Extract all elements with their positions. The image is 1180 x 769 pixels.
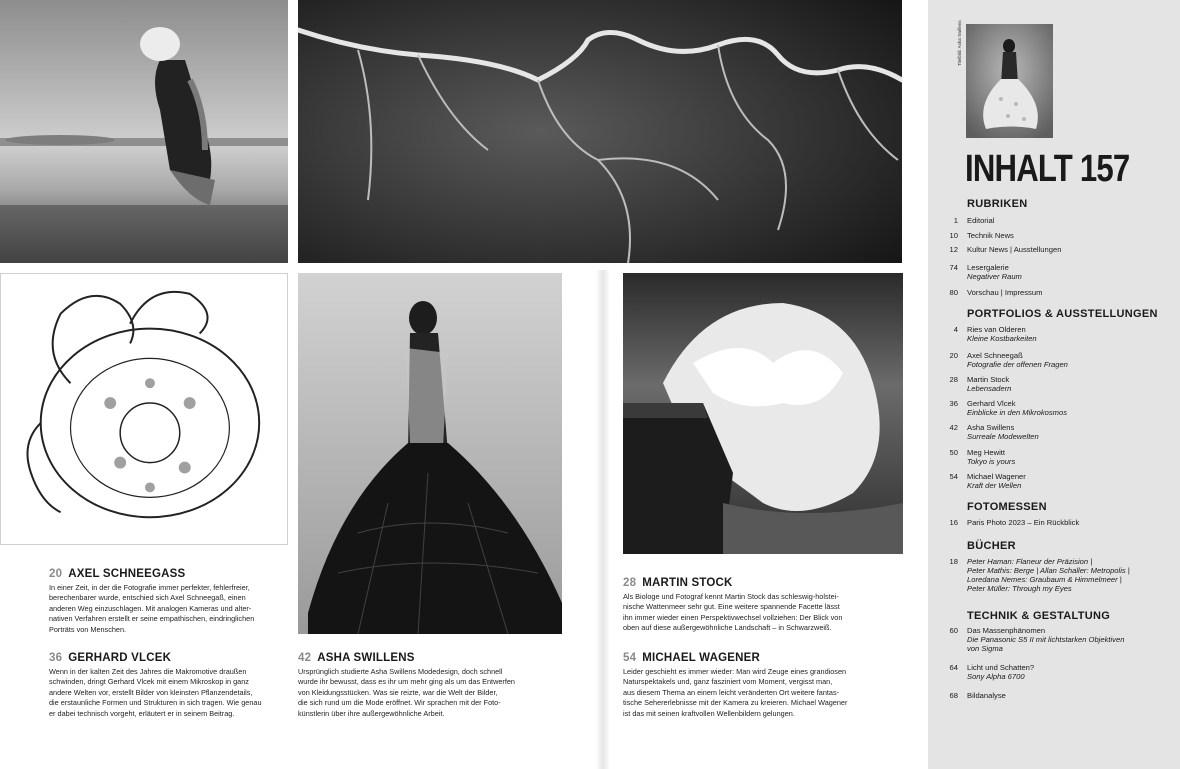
article-heading: 42 ASHA SWILLENS	[298, 652, 415, 664]
toc-title: INHALT 157	[965, 148, 1130, 190]
table-of-contents-sidebar: Titelbild: Asha Swillens INHALT 157 RUBRIKEN 1 Editorial 10 Technik News 12 Kultur News | Ausstellungen 74 Lesergalerie Negativer Raum 80 Vorschau | Impressum PORTFOLIOS & AUSSTELLUNGEN 4 Ries van Olderen Kleine Kostbarkeiten 20 Axel Schneegaß Fotografie der offenen Fragen 28 Martin Stock Lebensadern 36 Gerhard Vlcek Einblicke in den Mikrokosmos 42 Asha Swillens Surreale Modewelten 50 Meg Hewitt Tokyo is yours 54 Michael Wagener Kraft der Wellen FOTOMESSEN 16 Paris Photo 2023 – Ein Rückblick BÜCHER 18 Peter Haman: Flaneur der Präzision | Peter Mathis: Berge | Allan Schaller: Metropolis | Loredana Nemes: Graubaum & Himmelmeer | Peter Müller: Through my Eyes TECHNIK & GESTALTUNG 60 Das Massenphänomen Die Panasonic S5 II mit lichtstarken Objektiven von Sigma 64 Licht und Schatten? Sony Alpha 6700 68 Bildanalyse	[928, 0, 1180, 769]
article-teaser-stock[interactable]	[623, 577, 881, 634]
page-gutter-shadow	[596, 270, 610, 769]
crashing-wave-photo	[623, 273, 903, 554]
article-teaser-text: Wenn in der kalten Zeit des Jahres die Makromotive draußen schwinden, dringt Gerhard Vlcek mit einem Mikroskop in ganz andere Welten vor, erstellt Bilder von kleinsten Pflanzendetails, die erstaunliche Formen und Strukturen in sich tragen. Wie genau er dabei technisch vorgeht, erläutert er in seinem Beitrag.	[49, 667, 262, 718]
toc-section-heading: RUBRIKEN	[967, 198, 1028, 210]
tidal-flats-aerial-photo	[298, 0, 902, 263]
article-teaser-text: Als Biologe und Fotograf kennt Martin Stock das schleswig-holstei- nische Wattenmeer sehr gut. Eine weitere spannende Facette lässt ihn immer wieder einen Perspektivwechsel vollziehen: Der Blick von oben auf diese außergewöhnliche Landschaft – in Schwarzweiß.	[623, 592, 843, 633]
article-heading: 54 MICHAEL WAGENER	[623, 652, 760, 664]
swimmer-photo	[0, 0, 288, 263]
article-teaser-wagener[interactable]	[623, 652, 881, 719]
article-teaser-text: In einer Zeit, in der die Fotografie immer perfekter, fehlerfreier, berechenbarer wurde, entschied sich Axel Schneegaß, einen anderen Weg einzuschlagen. Mit analogen Kameras und alter- nativen Verfahren erstellt er seine empathischen, eindringlichen Porträts von Menschen.	[49, 583, 255, 634]
toc-section-heading: PORTFOLIOS & AUSSTELLUNGEN	[967, 308, 1158, 320]
article-teaser-vlcek[interactable]	[49, 652, 275, 719]
microscope-plant-cross-section-photo	[0, 273, 288, 545]
article-teaser-text: Ursprünglich studierte Asha Swillens Modedesign, doch schnell wurde ihr bewusst, dass es ihr um mehr ging als um das Entwerfen von Kleidungsstücken. Was sie reizte, war die Welt der Bilder, die sich rund um die Mode eröffnet. Wir sprachen mit der Foto- künstlerin über ihre außergewöhnliche Arbeit.	[298, 667, 515, 718]
toc-section-heading: BÜCHER	[967, 540, 1016, 552]
toc-section-heading: FOTOMESSEN	[967, 501, 1047, 513]
article-heading: 28 MARTIN STOCK	[623, 577, 733, 589]
fashion-model-photo	[298, 273, 562, 634]
cover-photo-credit: Titelbild: Asha Swillens	[957, 20, 962, 66]
toc-section-heading: TECHNIK & GESTALTUNG	[967, 610, 1111, 622]
article-heading: 36 GERHARD VLCEK	[49, 652, 172, 664]
article-teaser-swillens[interactable]	[298, 652, 524, 719]
article-teaser-text: Leider geschieht es immer wieder: Man wird Zeuge eines grandiosen Naturspektakels und, ganz fasziniert vom Moment, vergisst man, aus diesem Thema an einem leicht veränderten Ort weitere fantas- tische Sehererlebnisse mit der Kamera zu kreieren. Michael Wagener ist das mit seinen kraftvollen Wellenbildern gelungen.	[623, 667, 848, 718]
cover-thumbnail[interactable]	[966, 24, 1053, 138]
article-heading: 20 AXEL SCHNEEGASS	[49, 568, 186, 580]
article-teaser-schneegass[interactable]	[49, 568, 275, 635]
